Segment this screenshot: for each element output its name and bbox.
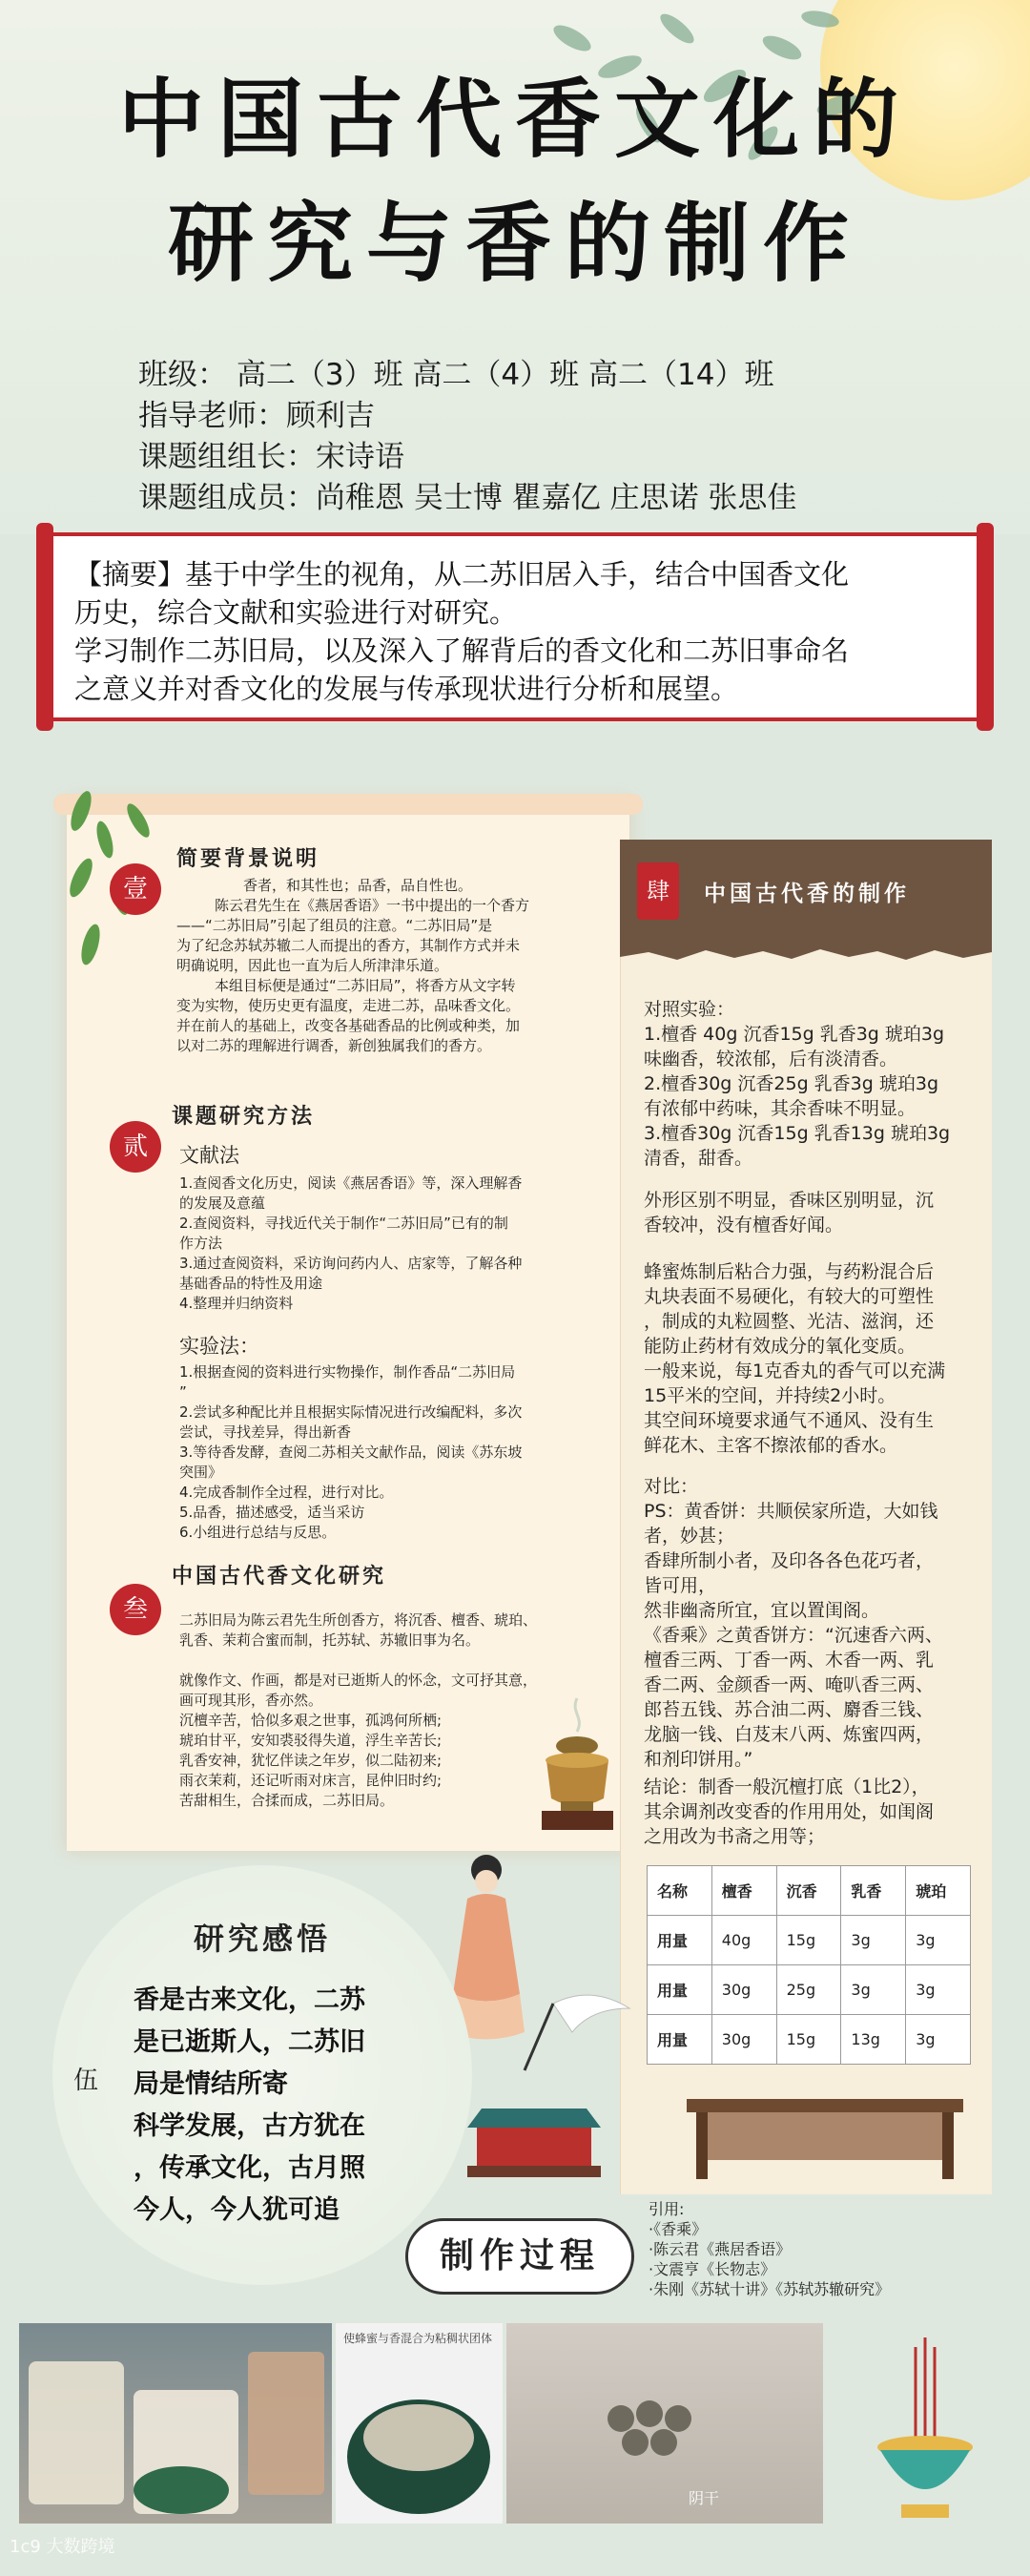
section-seal-1: 壹: [110, 863, 161, 915]
photo-ingredients: [19, 2323, 332, 2524]
section5-title: 研究感悟: [193, 1921, 331, 1957]
section1-body: 香者，和其性也；品香，品自性也。 陈云君先生在《燕居香语》一书中提出的一个香方 ——“二苏旧局”引起了组员的注意。“二苏旧局”是 为了纪念苏轼苏辙二人而提出的香方，其制作方式并未 明确说明，因此也一直为后人所津津乐道。 本组目标便是通过“二苏旧局”，将香方从文字转 变为实物，使历史更有温度，走进二苏，品味香文化。 并在前人的基础上，改变各基础香品的比例或种类，加 以对二苏的理解进行调香，新创独属我们的香方。: [176, 877, 530, 1054]
incense-burner-illustration: [523, 1689, 632, 1841]
section2-title: 课题研究方法: [172, 1104, 316, 1129]
honey-notes: 蜂蜜炼制后粘合力强，与药粉混合后 丸块表面不易硬化，有较大的可塑性 ，制成的丸粒圆整、光洁、滋润，还 能防止药材有效成分的氧化变质。 一般来说，每1克香丸的香气可以充满 15平米的空间，并持续2小时。 其空间环境要求通气不通风、没有生 鲜花木、主客不擦浓郁的香水。: [644, 1261, 946, 1456]
section1-title: 简要背景说明: [176, 846, 320, 871]
process-title-badge: 制作过程: [405, 2218, 634, 2295]
reflection-text: 香是古来文化，二苏 是已逝斯人，二苏旧 局是情结所寄 科学发展，古方犹在 ，传承文化，古月照 今人，今人犹可追: [134, 1985, 365, 2225]
watermark: 1c9 大数跨境: [10, 2537, 115, 2557]
section-seal-4: 肆: [637, 862, 679, 920]
abstract-scroll: [36, 523, 994, 731]
reflection-circle: [52, 1865, 472, 2285]
comparison-notes: 对比： PS：黄香饼：共顺侯家所造，大如钱 者，妙甚； 香肆所制小者，及印各各色花巧者， 皆可用， 然非幽斋所宜，宜以置闺阁。 《香乘》之黄香饼方：“沉速香六两、 檀香三两、丁香一两、木香一两、乳 香二两、金颜香一两、唵叭香三两、 郎苔五钱、苏合油二两、麝香三钱、 龙脑一钱、白芨末八两、炼蜜四两， 和剂印饼用。”: [644, 1476, 943, 1770]
project-info: [138, 355, 796, 519]
photo-mixing: [336, 2323, 503, 2524]
teacher-info: 指导老师：顾利吉: [138, 399, 375, 433]
experiment-method-list: 1.根据查阅的资料进行实物操作，制作香品“二苏旧局 ” 2.尝试多种配比并且根据实际情况进行改编配料，多次 尝试，寻找差异，得出新香 3.等待香发酵，查阅二苏相关文献作品，阅读《苏东坡 突围》 4.完成香制作全过程，进行对比。 5.品香，描述感受，适当采访 6.小组进行总结与反思。: [179, 1363, 523, 1541]
members-info: 课题组成员：尚稚恩 吴士博 瞿嘉亿 庄思诺 张思佳: [138, 481, 797, 515]
section3-body: 二苏旧局为陈云君先生所创香方，将沉香、檀香、琥珀、 乳香、茉莉合蜜而制，托苏轼、苏辙旧事为名。 就像作文、作画，都是对已逝斯人的怀念，文可抒其意， 画可现其形，香亦然。 沉檀辛苦，恰似多艰之世事，孤鸿何所栖; 琥珀甘平，安知裘驳得失道，浮生辛苦长; 乳香安神，犹忆伴读之年岁，似二陆初来; 雨衣茉莉，还记听雨对床言，昆仲旧时约; 苦甜相生，合揉而成，二苏旧局。: [179, 1611, 538, 1809]
incense-pot-illustration: [854, 2328, 997, 2538]
leader-info: 课题组组长：宋诗语: [138, 440, 404, 474]
photo-drying-caption: 阴干: [689, 2489, 720, 2507]
page-title: 中国古代香文化的 研究与香的制作: [118, 69, 912, 294]
photo-mixing-caption: 使蜂蜜与香混合为粘稠状团体: [343, 2332, 493, 2345]
photo-drying: [506, 2323, 823, 2524]
conclusion-notes: 结论：制香一般沉檀打底（1比2）， 其余调剂改变香的作用用处，如闺阁 之用改为书斋之用等；: [644, 1776, 935, 1847]
recipe-table: [647, 1865, 971, 2065]
table-row: 用量 30g 25g 3g 3g: [648, 1965, 971, 2015]
section-seal-3: 叁: [110, 1584, 161, 1635]
compare-experiment: 对照实验： 1.檀香 40g 沉香15g 乳香3g 琥珀3g 味幽香，较浓郁，后有淡清香。 2.檀香30g 沉香25g 乳香3g 琥珀3g 有浓郁中药味，其余香味不明显。 3.檀香30g 沉香15g 乳香13g 琥珀3g 清香，甜香。: [644, 999, 951, 1169]
section-seal-5: 伍: [73, 2067, 99, 2095]
table-row: 用量 30g 15g 13g 3g: [648, 2015, 971, 2065]
torn-paper-edge: [620, 943, 992, 964]
abstract-text: 【摘要】基于中学生的视角，从二苏旧居入手，结合中国香文化 历史，综合文献和实验进行对研究。 学习制作二苏旧局，以及深入了解背后的香文化和二苏旧事命名 之意义并对香文化的发展与传承现状进行分析和展望。: [74, 558, 850, 705]
experiment-method-title: 实验法：: [179, 1335, 259, 1358]
table-header-row: 名称 檀香 沉香 乳香 琥珀: [648, 1866, 971, 1916]
furniture-illustration: [668, 2080, 982, 2185]
section-seal-2: 贰: [110, 1121, 161, 1173]
literature-method-list: 1.查阅香文化历史，阅读《燕居香语》等，深入理解香 的发展及意蕴 2.查阅资料，寻找近代关于制作“二苏旧局”已有的制 作方法 3.通过查阅资料，采访询问药内人、店家等，了解各种 基础香品的特性及用途 4.整理并归纳资料: [179, 1174, 523, 1312]
class-info: 班级： 高二（3）班 高二（4）班 高二（14）班: [138, 358, 774, 392]
right-panel-header: [620, 840, 992, 943]
section3-title: 中国古代香文化研究: [172, 1564, 387, 1589]
references: 引用: ·《香乘》 ·陈云君《燕居香语》 ·文震亨《长物志》 ·朱刚《苏轼十讲》《苏轼苏辙研究》: [649, 2200, 891, 2298]
literature-method-title: 文献法: [179, 1144, 239, 1167]
section4-title: 中国古代香的制作: [704, 881, 910, 906]
table-row: 用量 40g 15g 3g 3g: [648, 1916, 971, 1965]
appearance-notes: 外形区别不明显，香味区别明显，沉 香较冲，没有檀香好闻。: [644, 1190, 935, 1236]
